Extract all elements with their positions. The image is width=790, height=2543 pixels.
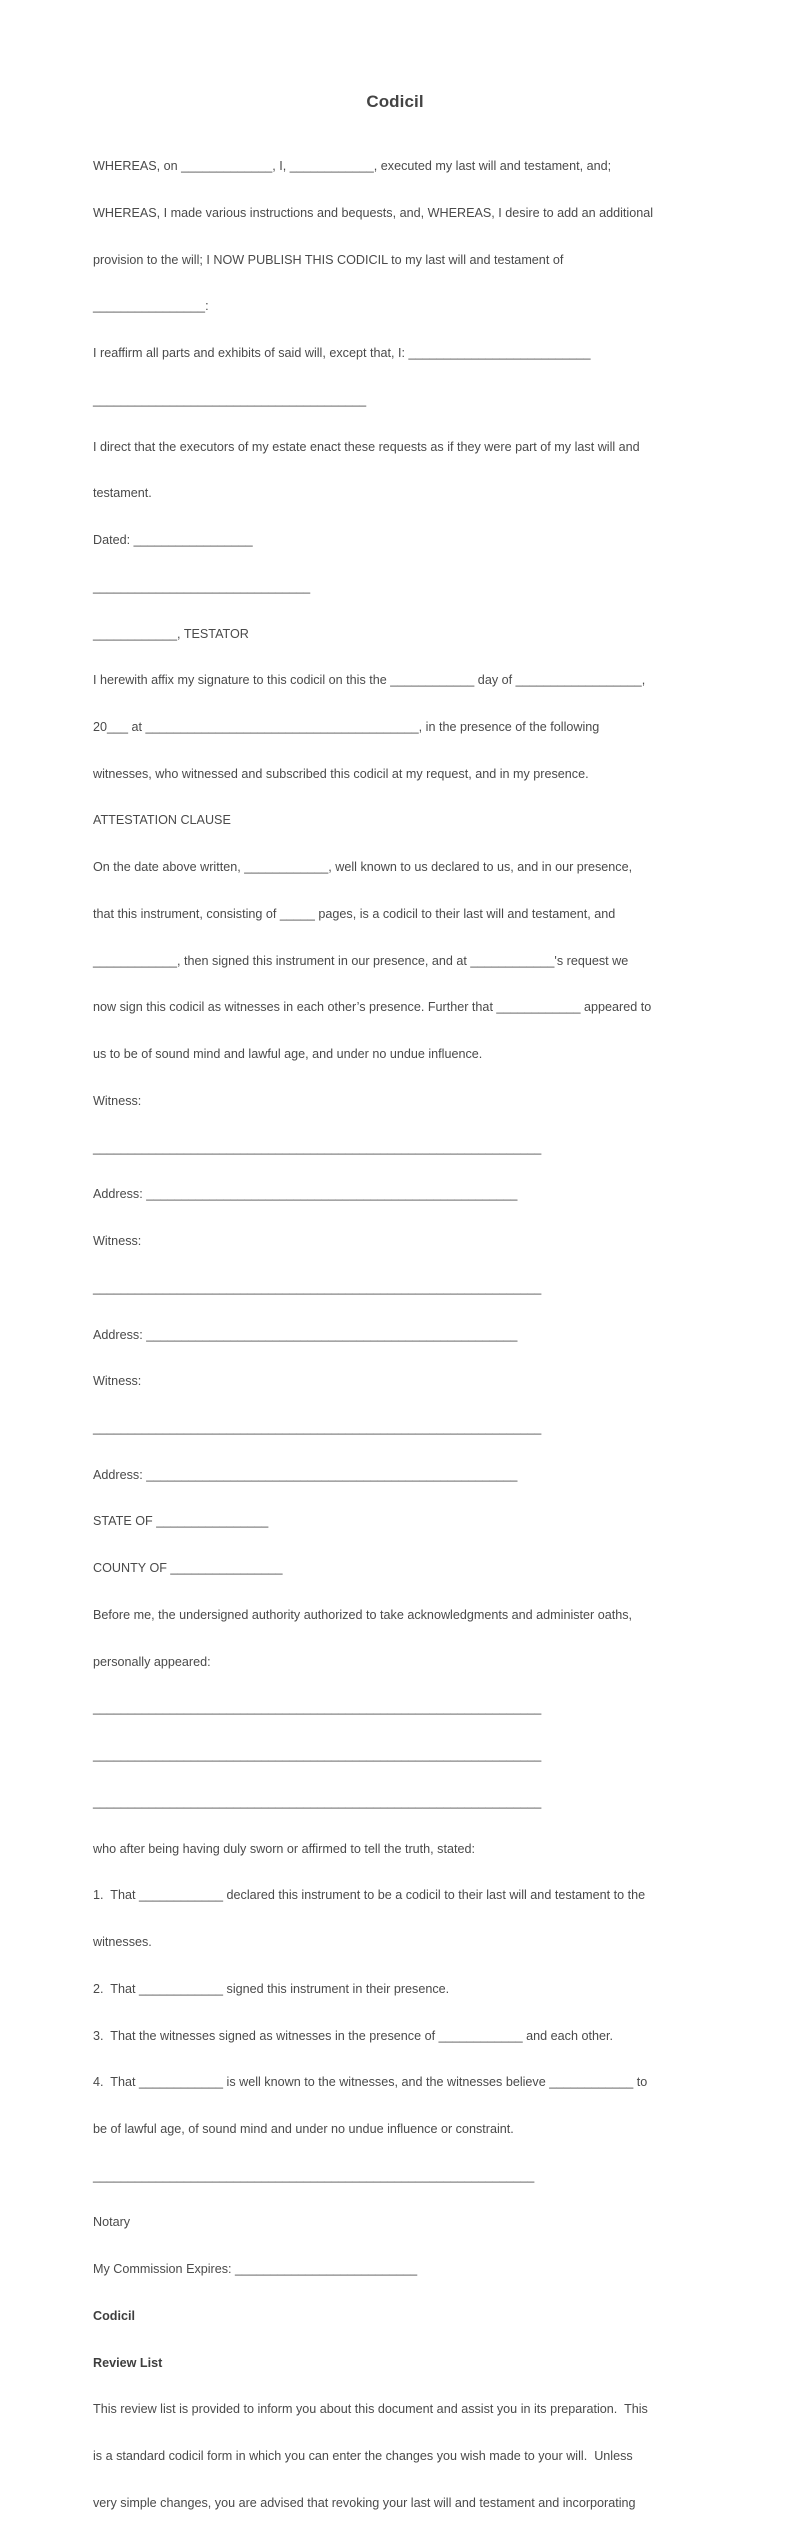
appeared-blank-2: ________________________________________________________________	[93, 1748, 542, 1763]
witness-1-address: Address: _____________________________________________________	[93, 1187, 518, 1202]
attestation-clause-heading: ATTESTATION CLAUSE	[93, 813, 231, 828]
testator-name-blank: ________________:	[93, 299, 209, 314]
codicil-subheading: Codicil	[93, 2308, 135, 2323]
sworn-statement-line: who after being having duly sworn or affirmed to tell the truth, stated:	[93, 1841, 475, 1856]
reaffirm-line: I reaffirm all parts and exhibits of said will, except that, I: __________________________	[93, 346, 591, 361]
review-list-line-1: This review list is provided to inform you about this document and assist you in its preparation. This	[93, 2402, 648, 2417]
document-body	[93, 128, 713, 2543]
publish-codicil-line: provision to the will; I NOW PUBLISH THIS CODICIL to my last will and testament of	[93, 252, 564, 267]
statement-4-continuation: be of lawful age, of sound mind and under no undue influence or constraint.	[93, 2122, 514, 2136]
commission-expires-line: My Commission Expires: __________________________	[93, 2262, 418, 2277]
testator-label-line: ____________, TESTATOR	[93, 626, 249, 641]
review-list-line-2: is a standard codicil form in which you can enter the changes you wish made to your will. Unless	[93, 2449, 633, 2464]
witness-1-signature-blank: ________________________________________________________________	[93, 1140, 542, 1155]
attestation-line-2: that this instrument, consisting of _____ pages, is a codicil to their last will and testament, and	[93, 906, 616, 921]
witness-3-signature-blank: ________________________________________________________________	[93, 1420, 542, 1435]
attestation-line-1: On the date above written, ____________, well known to us declared to us, and in our presence,	[93, 860, 633, 875]
witness-3-label: Witness:	[93, 1374, 142, 1389]
whereas-instructions-line: WHEREAS, I made various instructions and bequests, and, WHEREAS, I desire to add an additional	[93, 205, 654, 220]
testator-signature-blank: _______________________________	[93, 579, 311, 594]
whereas-executed-line: WHEREAS, on _____________, I, ____________, executed my last will and testament, and;	[93, 159, 612, 174]
reaffirm-continuation-blank: _______________________________________	[93, 392, 367, 407]
review-list-heading: Review List	[93, 2355, 163, 2370]
witness-3-address: Address: _____________________________________________________	[93, 1467, 518, 1482]
review-list-line-3: very simple changes, you are advised that revoking your last will and testament and incorporating	[93, 2495, 636, 2510]
statement-3-line: 3. That the witnesses signed as witnesses in the presence of ____________ and each other.	[93, 2028, 613, 2043]
before-me-line-1: Before me, the undersigned authority authorized to take acknowledgments and administer oaths,	[93, 1607, 633, 1622]
year-location-line: 20___ at _______________________________________, in the presence of the following	[93, 719, 600, 734]
witnesses-subscribed-line: witnesses, who witnessed and subscribed this codicil at my request, and in my presence.	[93, 766, 589, 781]
statement-2-line: 2. That ____________ signed this instrument in their presence.	[93, 1981, 450, 1996]
attestation-line-4: now sign this codicil as witnesses in each other’s presence. Further that ____________ appeared to	[93, 1000, 652, 1015]
witness-2-signature-blank: ________________________________________________________________	[93, 1280, 542, 1295]
witness-2-label: Witness:	[93, 1234, 142, 1249]
attestation-line-5: us to be of sound mind and lawful age, and under no undue influence.	[93, 1047, 483, 1062]
affix-signature-line: I herewith affix my signature to this codicil on this the ____________ day of __________________,	[93, 673, 646, 688]
witness-2-address: Address: _____________________________________________________	[93, 1327, 518, 1342]
statement-4-line: 4. That ____________ is well known to the witnesses, and the witnesses believe ____________ to	[93, 2075, 648, 2090]
state-of-line: STATE OF ________________	[93, 1514, 269, 1529]
witness-1-label: Witness:	[93, 1093, 142, 1108]
attestation-line-3: ____________, then signed this instrument in our presence, and at ____________'s request we	[93, 953, 629, 968]
notary-label: Notary	[93, 2215, 131, 2230]
dated-line: Dated: _________________	[93, 533, 253, 548]
appeared-blank-3: ________________________________________________________________	[93, 1794, 542, 1809]
direct-executors-line: I direct that the executors of my estate enact these requests as if they were part of my last will and	[93, 439, 640, 454]
before-me-line-2: personally appeared:	[93, 1654, 211, 1669]
document-title: Codicil	[366, 92, 424, 111]
notary-signature-blank: _______________________________________________________________	[93, 2168, 535, 2183]
appeared-blank-1: ________________________________________________________________	[93, 1701, 542, 1716]
statement-1-continuation: witnesses.	[93, 1935, 152, 1950]
statement-1-line: 1. That ____________ declared this instrument to be a codicil to their last will and testament to the	[93, 1888, 646, 1903]
direct-executors-line-2: testament.	[93, 486, 152, 501]
county-of-line: COUNTY OF ________________	[93, 1561, 283, 1576]
